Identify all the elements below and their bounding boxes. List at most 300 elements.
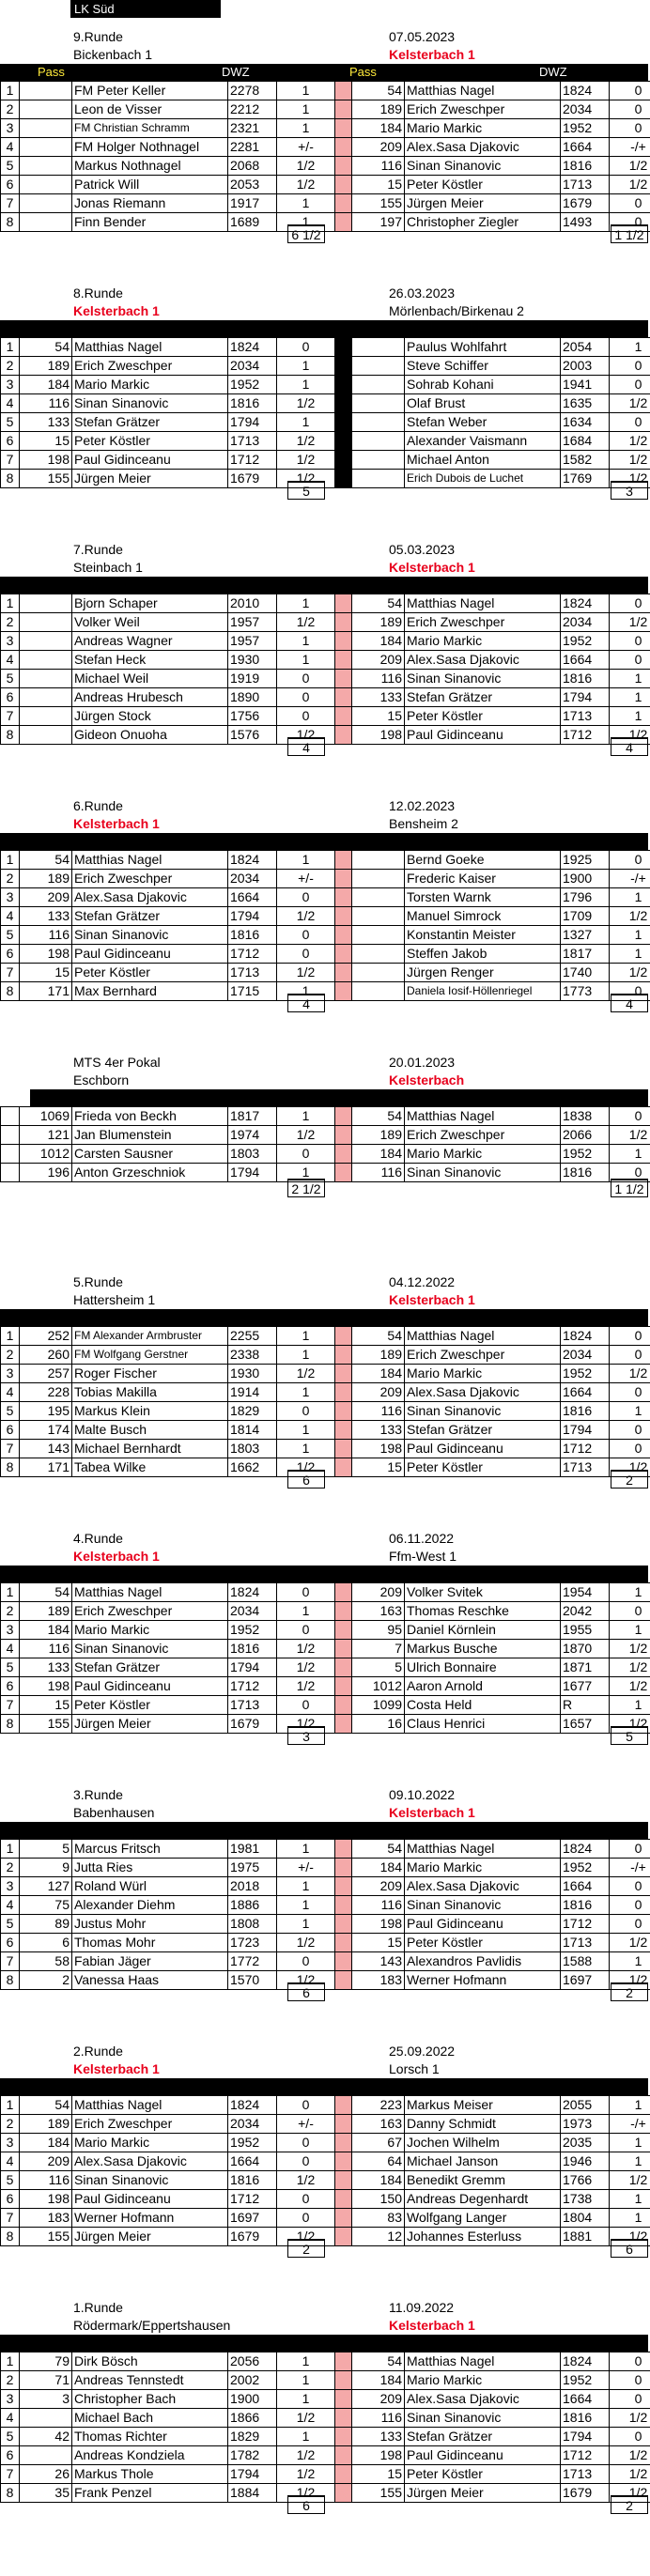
table-row [1, 82, 650, 100]
table-row [1, 470, 650, 488]
board-number: 3 [1, 1877, 20, 1896]
table-row [1, 2134, 650, 2152]
total-right: 2 [611, 1470, 648, 1489]
left-dwz: 2010 [228, 594, 277, 613]
right-pass: 198 [352, 1440, 405, 1458]
right-dwz: 2034 [561, 100, 610, 119]
right-player: Alexandros Pavlidis [405, 1952, 561, 1971]
right-pass: 198 [352, 726, 405, 745]
right-dwz: 1657 [561, 1715, 610, 1734]
left-player: Stefan Grätzer [72, 413, 228, 432]
right-player: Erich Zweschper [405, 1126, 561, 1145]
right-pass: 183 [352, 1971, 405, 1990]
table-row [1, 594, 650, 613]
right-player: Matthias Nagel [405, 2352, 561, 2371]
left-score: 1/2 [277, 157, 335, 176]
right-pass: 116 [352, 157, 405, 176]
left-player: Mario Markic [72, 1621, 228, 1640]
right-player: Sinan Sinanovic [405, 1402, 561, 1421]
table-row [1, 2409, 650, 2428]
right-dwz: 1712 [561, 1440, 610, 1458]
table-row [1, 2096, 650, 2115]
right-player: Peter Köstler [405, 176, 561, 194]
total-right: 1 1/2 [611, 224, 648, 243]
divider [335, 2152, 352, 2171]
divider [335, 2096, 352, 2115]
right-pass: 143 [352, 1952, 405, 1971]
right-pass: 184 [352, 2171, 405, 2190]
right-player: Peter Köstler [405, 707, 561, 726]
right-player: Stefan Grätzer [405, 1421, 561, 1440]
left-player: Markus Thole [72, 2465, 228, 2484]
left-pass: 183 [20, 2209, 72, 2228]
right-score: 0 [610, 982, 650, 1001]
left-player: FM Holger Nothnagel [72, 138, 228, 157]
left-dwz: 1974 [228, 1126, 277, 1145]
left-pass: 198 [20, 1677, 72, 1696]
table-row [1, 2371, 650, 2390]
table-row [1, 194, 650, 213]
right-dwz: 1824 [561, 82, 610, 100]
right-pass: 155 [352, 194, 405, 213]
board-number: 4 [1, 138, 20, 157]
divider [335, 2171, 352, 2190]
divider [335, 1896, 352, 1915]
right-score: -/+ [610, 138, 650, 157]
right-score: 0 [610, 1327, 650, 1346]
left-dwz: 1817 [228, 1107, 277, 1126]
results-table [0, 594, 650, 745]
right-dwz: 1712 [561, 2446, 610, 2465]
team-right: Ffm-West 1 [389, 1549, 457, 1564]
left-dwz: 1816 [228, 2171, 277, 2190]
right-score: 1 [610, 707, 650, 726]
left-score: 0 [277, 1402, 335, 1421]
right-player: Ulrich Bonnaire [405, 1658, 561, 1677]
left-player: FM Christian Schramm [72, 119, 228, 138]
left-player: Paul Gidinceanu [72, 1677, 228, 1696]
right-score: 1 [610, 2190, 650, 2209]
right-score: 1/2 [610, 726, 650, 745]
divider [335, 213, 352, 232]
team-right: Lorsch 1 [389, 2061, 440, 2076]
right-player: Sinan Sinanovic [405, 2409, 561, 2428]
left-dwz: 1914 [228, 1383, 277, 1402]
right-pass: 5 [352, 1658, 405, 1677]
board-number: 7 [1, 2465, 20, 2484]
board-number: 7 [1, 2209, 20, 2228]
left-player: Michael Weil [72, 670, 228, 688]
left-player: Matthias Nagel [72, 2096, 228, 2115]
right-pass: 184 [352, 1859, 405, 1877]
dwz-label-right: DWZ [539, 65, 567, 79]
right-player: Matthias Nagel [405, 82, 561, 100]
board-number: 8 [1, 2484, 20, 2503]
left-score: 1 [277, 1383, 335, 1402]
right-score: 0 [610, 1346, 650, 1365]
left-player: Leon de Visser [72, 100, 228, 119]
left-player: Matthias Nagel [72, 1583, 228, 1602]
left-dwz: 1794 [228, 1658, 277, 1677]
right-player: Andreas Degenhardt [405, 2190, 561, 2209]
right-dwz: 1824 [561, 1327, 610, 1346]
divider [335, 1421, 352, 1440]
left-pass: 174 [20, 1421, 72, 1440]
board-number: 6 [1, 2190, 20, 2209]
right-player: Aaron Arnold [405, 1677, 561, 1696]
right-dwz: 1955 [561, 1621, 610, 1640]
right-player: Claus Henrici [405, 1715, 561, 1734]
right-dwz: 2034 [561, 613, 610, 632]
left-dwz: 1570 [228, 1971, 277, 1990]
left-pass [20, 651, 72, 670]
divider [335, 2190, 352, 2209]
right-player: Benedikt Gremm [405, 2171, 561, 2190]
right-score: 1/2 [610, 1126, 650, 1145]
left-player: Andreas Kondziela [72, 2446, 228, 2465]
right-player: Markus Meiser [405, 2096, 561, 2115]
right-dwz: 1588 [561, 1952, 610, 1971]
team-right: Kelsterbach 1 [389, 2318, 475, 2333]
left-player: Michael Bernhardt [72, 1440, 228, 1458]
left-score: 0 [277, 1583, 335, 1602]
left-pass: 133 [20, 1658, 72, 1677]
right-pass: 189 [352, 1346, 405, 1365]
round-label: 6.Runde [73, 798, 123, 813]
table-row [1, 2190, 650, 2209]
board-number: 4 [1, 1896, 20, 1915]
right-score: 1/2 [610, 1715, 650, 1734]
divider [335, 594, 352, 613]
left-player: Sinan Sinanovic [72, 926, 228, 945]
board-number: 2 [1, 870, 20, 888]
left-pass: 127 [20, 1877, 72, 1896]
board-number: 1 [1, 594, 20, 613]
team-left: Kelsterbach 1 [73, 1549, 160, 1564]
left-dwz: 1715 [228, 982, 277, 1001]
left-score: 1/2 [277, 1971, 335, 1990]
header-bar [0, 2078, 648, 2095]
left-pass [20, 176, 72, 194]
left-score: 0 [277, 926, 335, 945]
board-number: 7 [1, 1696, 20, 1715]
left-score: 1 [277, 1915, 335, 1934]
table-row [1, 338, 650, 357]
right-dwz: 1816 [561, 1402, 610, 1421]
board-number: 1 [1, 2352, 20, 2371]
left-dwz: 1664 [228, 888, 277, 907]
table-row [1, 2390, 650, 2409]
left-dwz: 1697 [228, 2209, 277, 2228]
table-row [1, 1365, 650, 1383]
left-dwz: 1782 [228, 2446, 277, 2465]
team-right: Kelsterbach 1 [389, 1805, 475, 1820]
right-pass: 54 [352, 2352, 405, 2371]
left-score: 0 [277, 1952, 335, 1971]
right-dwz: 1709 [561, 907, 610, 926]
left-score: 1/2 [277, 1677, 335, 1696]
header-bar [0, 577, 648, 594]
right-score: 0 [610, 1107, 650, 1126]
left-pass: 3 [20, 2390, 72, 2409]
divider [335, 413, 352, 432]
right-score: 1/2 [610, 157, 650, 176]
total-left: 2 1/2 [287, 1179, 325, 1197]
team-right: Kelsterbach 1 [389, 560, 475, 575]
table-row [1, 1640, 650, 1658]
right-dwz: 1712 [561, 1915, 610, 1934]
right-pass [352, 432, 405, 451]
board-number: 5 [1, 1915, 20, 1934]
right-player: Steffen Jakob [405, 945, 561, 964]
divider [335, 1458, 352, 1477]
right-dwz: 1740 [561, 964, 610, 982]
right-pass [352, 394, 405, 413]
right-dwz: 1679 [561, 2484, 610, 2503]
left-player: Frank Penzel [72, 2484, 228, 2503]
table-row [1, 119, 650, 138]
right-dwz: 1634 [561, 413, 610, 432]
right-pass [352, 470, 405, 488]
right-player: Danny Schmidt [405, 2115, 561, 2134]
board-number [1, 1107, 20, 1126]
left-player: Anton Grzeschniok [72, 1164, 228, 1182]
right-pass [352, 357, 405, 376]
board-number: 8 [1, 1971, 20, 1990]
team-left: Kelsterbach 1 [73, 2061, 160, 2076]
results-table [0, 81, 650, 232]
right-score: 0 [610, 651, 650, 670]
left-pass: 89 [20, 1915, 72, 1934]
right-pass: 12 [352, 2228, 405, 2246]
header-bar [0, 1566, 648, 1582]
left-player: Gideon Onuoha [72, 726, 228, 745]
right-score: 1/2 [610, 1365, 650, 1383]
left-dwz: 1957 [228, 632, 277, 651]
left-pass: 15 [20, 432, 72, 451]
left-pass: 198 [20, 2190, 72, 2209]
divider [335, 2371, 352, 2390]
board-number: 6 [1, 1421, 20, 1440]
left-pass: 189 [20, 870, 72, 888]
table-row [1, 945, 650, 964]
left-dwz: 2053 [228, 176, 277, 194]
left-score: 1/2 [277, 176, 335, 194]
right-score: 1 [610, 2152, 650, 2171]
right-dwz: 1713 [561, 707, 610, 726]
table-row [1, 1952, 650, 1971]
board-number: 1 [1, 1840, 20, 1859]
left-score: 1 [277, 1877, 335, 1896]
left-score: +/- [277, 870, 335, 888]
left-player: Jürgen Meier [72, 470, 228, 488]
right-pass: 15 [352, 2465, 405, 2484]
header-bar [0, 1822, 648, 1839]
match-date: 04.12.2022 [389, 1274, 456, 1289]
right-dwz: 1838 [561, 1107, 610, 1126]
right-player: Alex.Sasa Djakovic [405, 1383, 561, 1402]
right-dwz: 1804 [561, 2209, 610, 2228]
right-dwz: 1925 [561, 851, 610, 870]
right-pass: 223 [352, 2096, 405, 2115]
match-date: 11.09.2022 [389, 2300, 455, 2315]
left-pass: 9 [20, 1859, 72, 1877]
header-bar [0, 64, 648, 81]
right-pass: 64 [352, 2152, 405, 2171]
board-number: 7 [1, 451, 20, 470]
left-player: Jürgen Stock [72, 707, 228, 726]
left-dwz: 2056 [228, 2352, 277, 2371]
right-dwz: 1816 [561, 1164, 610, 1182]
left-player: Alex.Sasa Djakovic [72, 2152, 228, 2171]
table-row [1, 157, 650, 176]
left-player: Erich Zweschper [72, 2115, 228, 2134]
right-dwz: 2055 [561, 2096, 610, 2115]
right-score: 1/2 [610, 613, 650, 632]
left-player: Stefan Grätzer [72, 907, 228, 926]
pass-label-right: Pass [349, 65, 377, 79]
team-left: Steinbach 1 [73, 560, 143, 575]
left-score: 1 [277, 213, 335, 232]
right-dwz: 1769 [561, 470, 610, 488]
left-dwz: 1772 [228, 1952, 277, 1971]
divider [335, 2209, 352, 2228]
right-player: Matthias Nagel [405, 1840, 561, 1859]
left-dwz: 1664 [228, 2152, 277, 2171]
left-score: 1 [277, 2428, 335, 2446]
table-row [1, 632, 650, 651]
right-player: Jochen Wilhelm [405, 2134, 561, 2152]
right-pass: 209 [352, 1383, 405, 1402]
board-number: 6 [1, 945, 20, 964]
left-pass [20, 82, 72, 100]
right-score: 0 [610, 2390, 650, 2409]
left-pass: 116 [20, 1640, 72, 1658]
left-dwz: 2034 [228, 2115, 277, 2134]
right-pass: 7 [352, 1640, 405, 1658]
left-player: Jürgen Meier [72, 1715, 228, 1734]
table-row [1, 2352, 650, 2371]
table-row [1, 451, 650, 470]
left-dwz: 1919 [228, 670, 277, 688]
table-row [1, 2171, 650, 2190]
divider [335, 1915, 352, 1934]
divider [335, 2484, 352, 2503]
right-pass [352, 945, 405, 964]
right-dwz: 1664 [561, 2390, 610, 2409]
table-row [1, 1421, 650, 1440]
right-pass [352, 451, 405, 470]
left-score: 1 [277, 82, 335, 100]
divider [335, 1602, 352, 1621]
divider [335, 964, 352, 982]
right-player: Matthias Nagel [405, 594, 561, 613]
left-dwz: 1723 [228, 1934, 277, 1952]
left-player: Erich Zweschper [72, 1602, 228, 1621]
right-pass: 133 [352, 2428, 405, 2446]
board-number: 8 [1, 470, 20, 488]
table-row [1, 651, 650, 670]
pass-label-left: Pass [38, 65, 65, 79]
left-pass [20, 2446, 72, 2465]
table-row [1, 726, 650, 745]
right-pass: 15 [352, 1458, 405, 1477]
board-number: 4 [1, 907, 20, 926]
board-number: 8 [1, 2228, 20, 2246]
board-number: 5 [1, 926, 20, 945]
divider [335, 851, 352, 870]
round-label: 5.Runde [73, 1274, 123, 1289]
header-bar [0, 833, 648, 850]
right-dwz: 1952 [561, 2371, 610, 2390]
left-pass: 121 [20, 1126, 72, 1145]
right-dwz: 1952 [561, 1145, 610, 1164]
right-player: Sohrab Kohani [405, 376, 561, 394]
right-dwz: 1664 [561, 1877, 610, 1896]
right-player: Olaf Brust [405, 394, 561, 413]
divider [335, 1640, 352, 1658]
right-pass: 133 [352, 688, 405, 707]
table-row [1, 1658, 650, 1677]
board-number: 3 [1, 888, 20, 907]
divider [335, 176, 352, 194]
left-dwz: 1824 [228, 851, 277, 870]
right-player: Stefan Grätzer [405, 2428, 561, 2446]
board-number: 5 [1, 1402, 20, 1421]
right-pass: 189 [352, 1126, 405, 1145]
board-number: 6 [1, 1934, 20, 1952]
left-dwz: 1803 [228, 1440, 277, 1458]
table-row [1, 1126, 650, 1145]
divider [335, 100, 352, 119]
right-score: 0 [610, 1440, 650, 1458]
left-pass: 196 [20, 1164, 72, 1182]
left-score: 1/2 [277, 2409, 335, 2428]
right-player: Peter Köstler [405, 1458, 561, 1477]
left-score: 1 [277, 194, 335, 213]
left-score: 1/2 [277, 1126, 335, 1145]
left-score: 1 [277, 1602, 335, 1621]
left-player: Mario Markic [72, 2134, 228, 2152]
left-dwz: 1712 [228, 945, 277, 964]
left-pass: 116 [20, 394, 72, 413]
table-row [1, 964, 650, 982]
right-score: 1/2 [610, 1934, 650, 1952]
right-score: 1 [610, 926, 650, 945]
left-dwz: 1884 [228, 2484, 277, 2503]
right-pass: 189 [352, 100, 405, 119]
table-row [1, 1677, 650, 1696]
right-dwz: 1824 [561, 2352, 610, 2371]
left-dwz: 1713 [228, 1696, 277, 1715]
divider [335, 1971, 352, 1990]
table-row [1, 688, 650, 707]
left-player: Matthias Nagel [72, 851, 228, 870]
right-dwz: 2035 [561, 2134, 610, 2152]
left-player: Jürgen Meier [72, 2228, 228, 2246]
right-pass: 184 [352, 1365, 405, 1383]
board-number: 2 [1, 2115, 20, 2134]
table-row [1, 1840, 650, 1859]
right-pass: 15 [352, 707, 405, 726]
left-player: Thomas Mohr [72, 1934, 228, 1952]
left-dwz: 1576 [228, 726, 277, 745]
right-dwz: 1697 [561, 1971, 610, 1990]
left-dwz: 1930 [228, 1365, 277, 1383]
right-dwz: 1773 [561, 982, 610, 1001]
left-pass: 252 [20, 1327, 72, 1346]
left-dwz: 1679 [228, 470, 277, 488]
